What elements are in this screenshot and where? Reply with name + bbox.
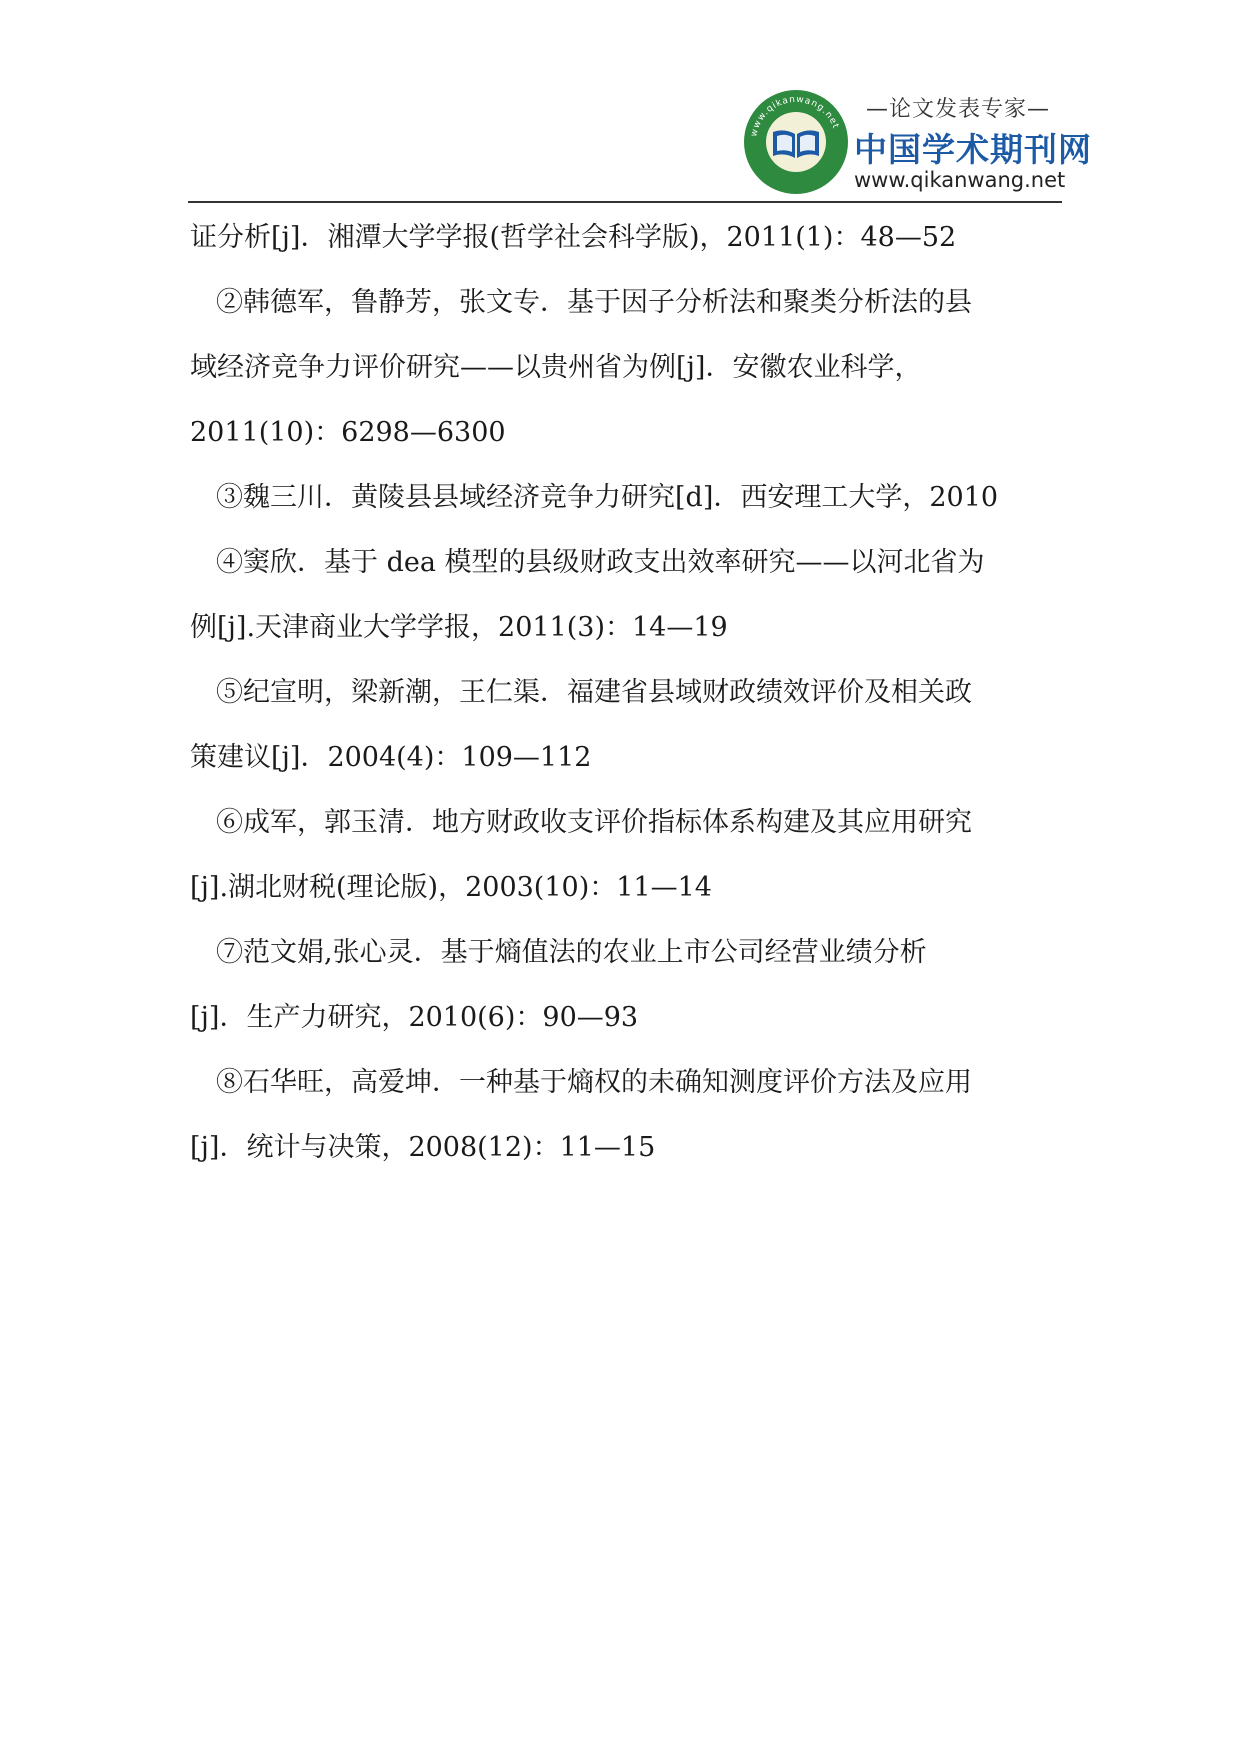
logo-emblem-icon <box>742 88 850 196</box>
logo-ring-text: www.qikanwang.net <box>749 94 841 138</box>
reference-line: [j].湖北财税(理论版)，2003(10)：11—14 <box>190 872 712 903</box>
page-header <box>0 0 1241 205</box>
reference-line: ③魏三川．黄陵县县域经济竞争力研究[d]．西安理工大学，2010 <box>216 482 999 513</box>
reference-line: [j]．生产力研究，2010(6)：90—93 <box>190 1002 639 1033</box>
reference-line: ⑤纪宣明，梁新潮，王仁渠．福建省县域财政绩效评价及相关政 <box>216 677 972 708</box>
logo-url: www.qikanwang.net <box>854 168 1066 192</box>
header-divider <box>188 201 1062 203</box>
reference-line: ⑧石华旺，高爱坤．一种基于熵权的未确知测度评价方法及应用 <box>216 1067 972 1098</box>
reference-line: [j]．统计与决策，2008(12)：11—15 <box>190 1132 656 1163</box>
reference-line: 域经济竞争力评价研究——以贵州省为例[j]．安徽农业科学， <box>190 352 922 383</box>
reference-line: 2011(10)：6298—6300 <box>190 417 506 448</box>
reference-list <box>190 214 1070 1189</box>
reference-line: 例[j].天津商业大学学报，2011(3)：14—19 <box>190 612 728 643</box>
reference-line: 证分析[j]．湘潭大学学报(哲学社会科学版)，2011(1)：48—52 <box>190 222 957 253</box>
reference-line: ⑦范文娟,张心灵．基于熵值法的农业上市公司经营业绩分析 <box>216 937 927 968</box>
logo-tagline: —论文发表专家— <box>865 97 1050 122</box>
logo-name: 中国学术期刊网 <box>854 130 1092 169</box>
site-logo <box>742 88 1092 200</box>
reference-line: ④窦欣．基于 dea 模型的县级财政支出效率研究——以河北省为 <box>216 547 985 578</box>
reference-line: 策建议[j]．2004(4)：109—112 <box>190 742 592 773</box>
reference-line: ②韩德军，鲁静芳，张文专．基于因子分析法和聚类分析法的县 <box>216 287 972 318</box>
reference-line: ⑥成军，郭玉清．地方财政收支评价指标体系构建及其应用研究 <box>216 807 972 838</box>
